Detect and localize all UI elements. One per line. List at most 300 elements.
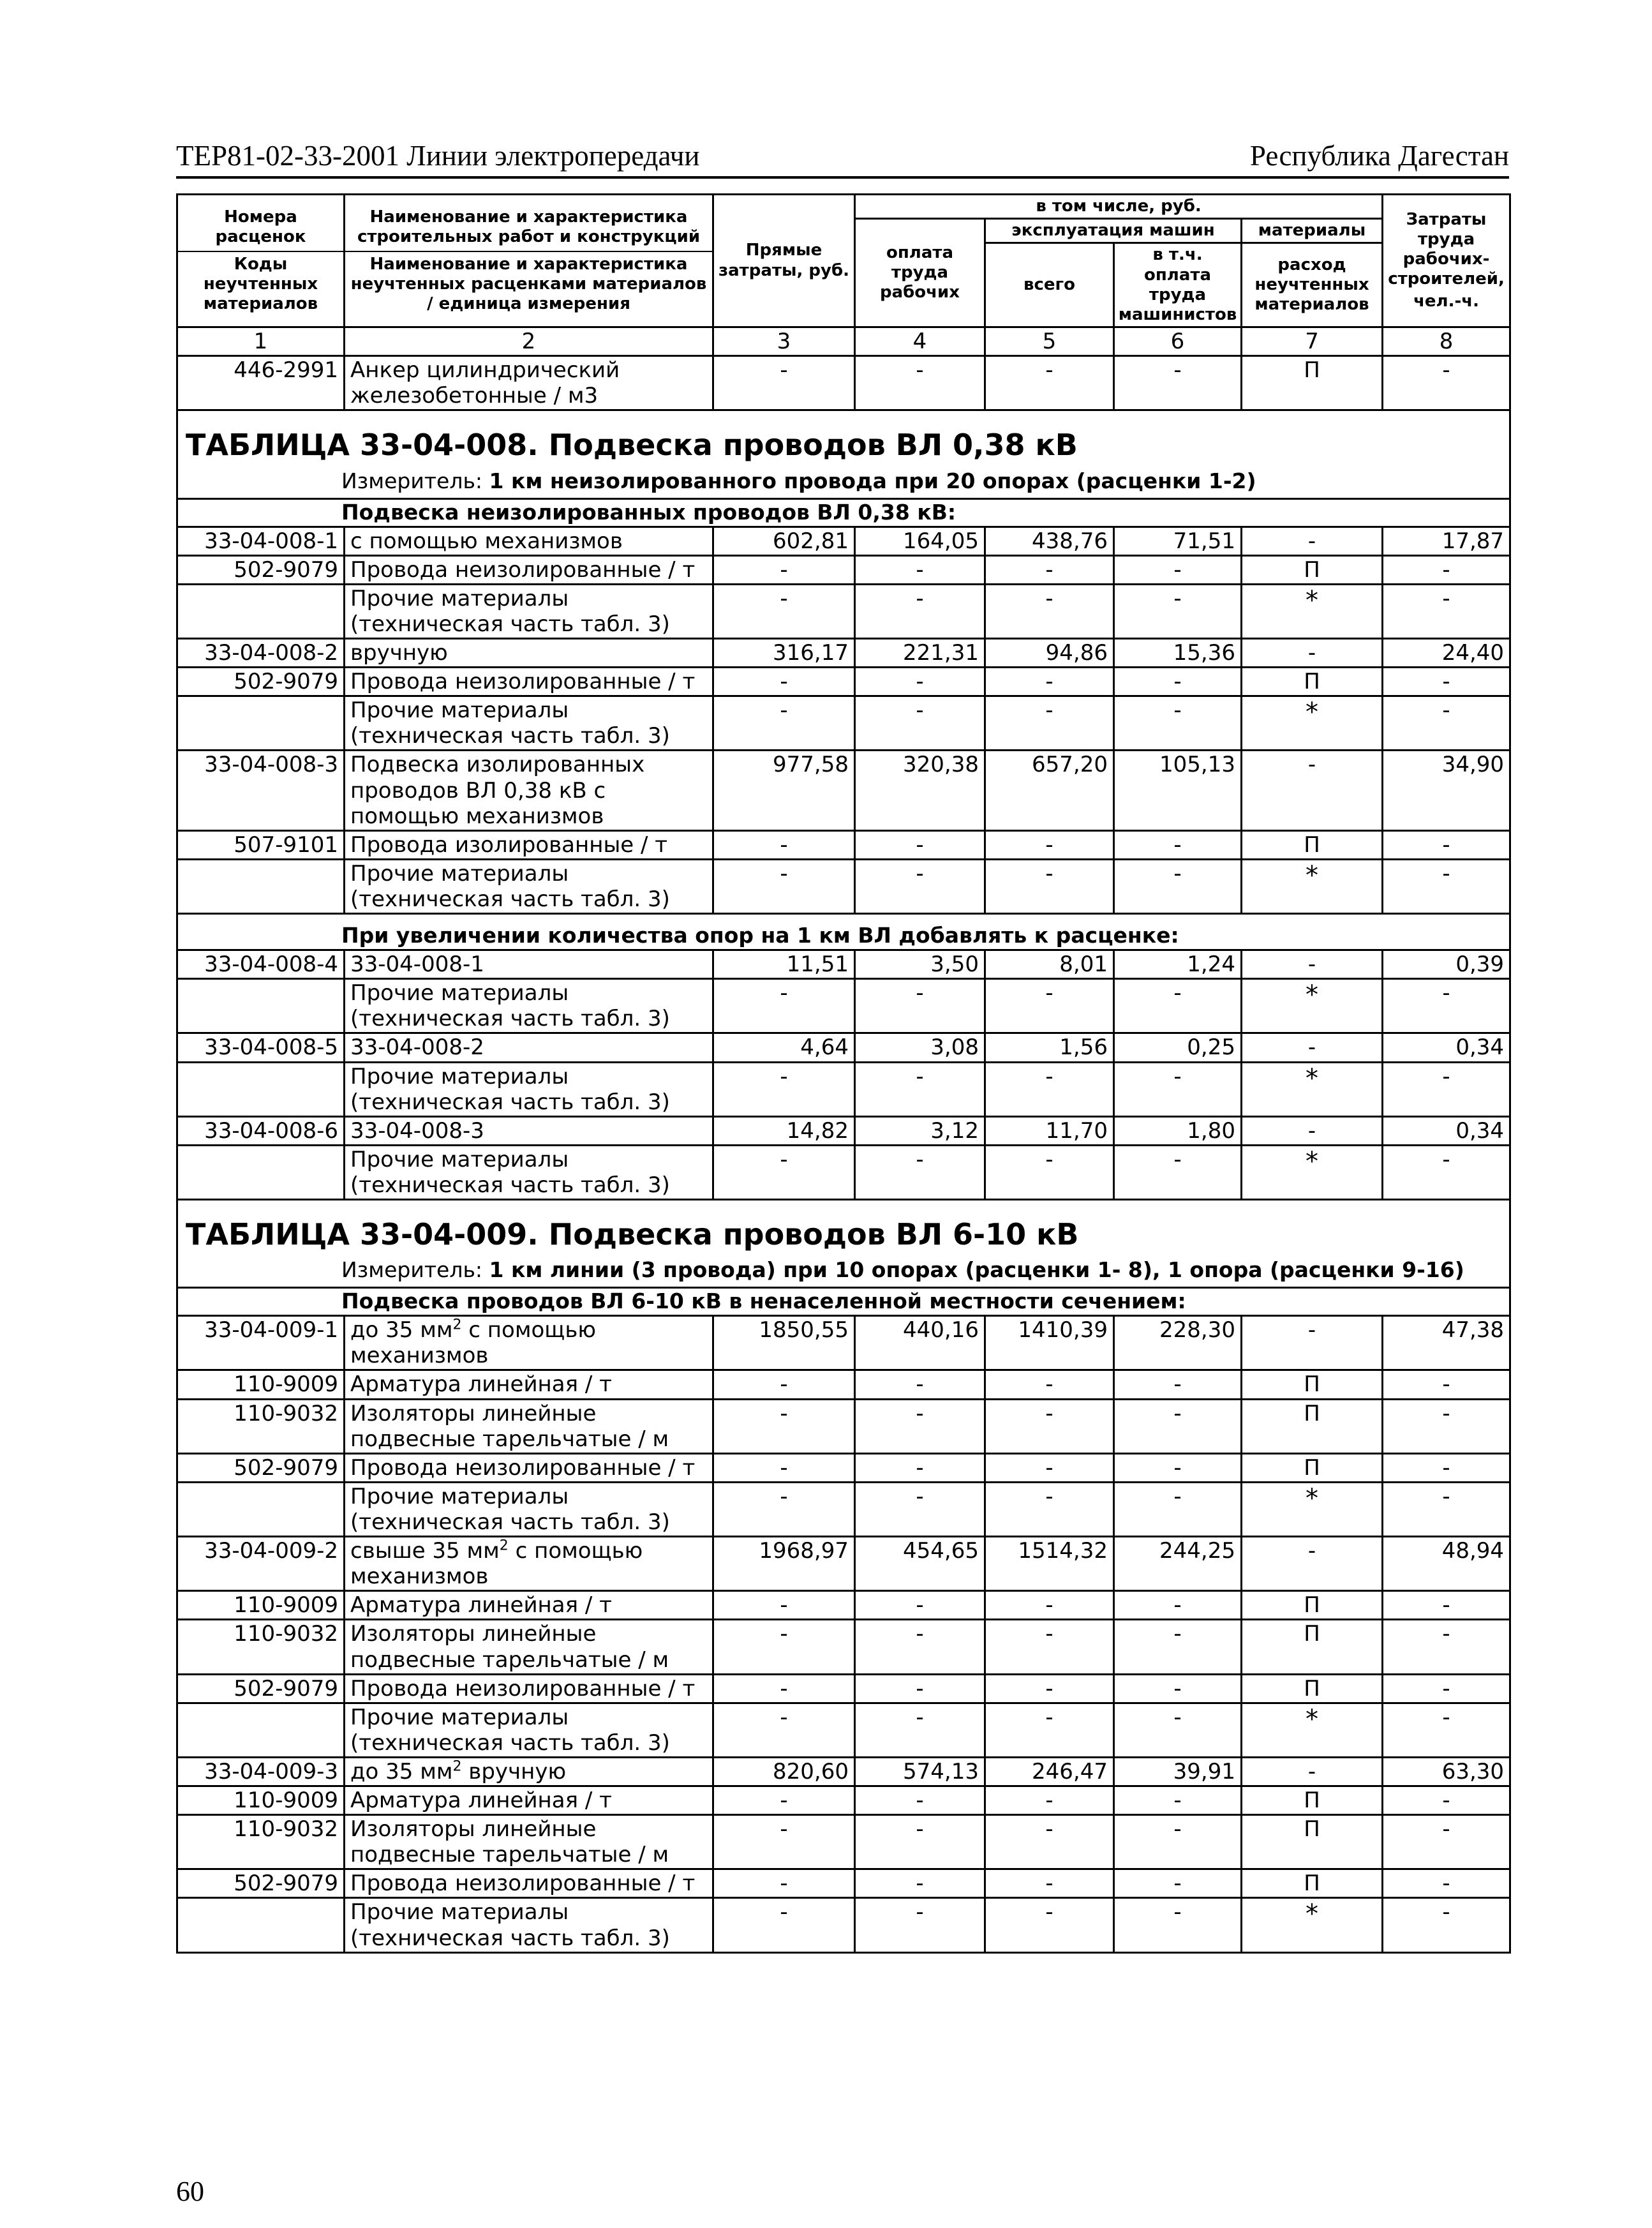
machines-total: 11,70 bbox=[985, 1116, 1114, 1145]
machinists-pay: 244,25 bbox=[1114, 1537, 1242, 1591]
rate-code: 110-9009 bbox=[177, 1591, 345, 1620]
labor-hours: - bbox=[1383, 1370, 1510, 1399]
item-name-part: вручную bbox=[461, 1758, 567, 1784]
machines-total: 1514,32 bbox=[985, 1537, 1114, 1591]
item-name: Изоляторы линейные подвесные тарельчатые / м bbox=[345, 1620, 713, 1674]
machines-total: 1410,39 bbox=[985, 1316, 1114, 1370]
item-name: с помощью механизмов bbox=[345, 527, 713, 555]
labor-hours: - bbox=[1383, 859, 1510, 913]
machinists-pay: - bbox=[1114, 1869, 1242, 1898]
direct-cost: - bbox=[713, 1062, 855, 1116]
meter-row bbox=[177, 1255, 1510, 1287]
item-name: Прочие материалы (техническая часть табл. 3) bbox=[345, 979, 713, 1033]
rate-code: 502-9079 bbox=[177, 668, 345, 696]
table-row bbox=[177, 527, 1510, 555]
direct-cost: - bbox=[713, 1674, 855, 1703]
labor-pay: - bbox=[855, 1145, 985, 1199]
machines-total: - bbox=[985, 1370, 1114, 1399]
materials-usage: П bbox=[1242, 1453, 1383, 1482]
rate-code: 33-04-008-4 bbox=[177, 950, 345, 979]
document-code-title: ТЕР81-02-33-2001 Линии электропередачи bbox=[176, 140, 700, 172]
direct-cost: - bbox=[713, 668, 855, 696]
machines-total: - bbox=[985, 1062, 1114, 1116]
materials-usage: П bbox=[1242, 830, 1383, 859]
table-row bbox=[177, 584, 1510, 638]
table-row bbox=[177, 1316, 1510, 1370]
materials-usage: * bbox=[1242, 1062, 1383, 1116]
labor-hours: 34,90 bbox=[1383, 751, 1510, 830]
labor-pay: - bbox=[855, 1453, 985, 1482]
item-name: Провода неизолированные / т bbox=[345, 1869, 713, 1898]
header-row-1 bbox=[177, 195, 1510, 219]
header-col8-unit: чел.-ч. bbox=[1413, 292, 1479, 311]
labor-pay: - bbox=[855, 859, 985, 913]
direct-cost: - bbox=[713, 830, 855, 859]
table-title: ТАБЛИЦА 33-04-009. Подвеска проводов ВЛ 6-10 кВ bbox=[186, 1217, 1079, 1252]
header-col3: Прямые затраты, руб. bbox=[713, 195, 855, 327]
item-name: Прочие материалы (техническая часть табл. 3) bbox=[345, 696, 713, 751]
item-name-part: с помощью механизмов bbox=[350, 1538, 643, 1590]
table-row bbox=[177, 1786, 1510, 1815]
direct-cost: - bbox=[713, 1815, 855, 1869]
column-number: 8 bbox=[1383, 327, 1510, 356]
item-name: Арматура линейная / т bbox=[345, 1591, 713, 1620]
table-row bbox=[177, 1674, 1510, 1703]
machinists-pay: - bbox=[1114, 1703, 1242, 1757]
labor-hours: - bbox=[1383, 356, 1510, 410]
machines-total: - bbox=[985, 1482, 1114, 1536]
direct-cost: - bbox=[713, 1399, 855, 1453]
labor-pay: 3,08 bbox=[855, 1033, 985, 1062]
machinists-pay: 71,51 bbox=[1114, 527, 1242, 555]
labor-pay: - bbox=[855, 1898, 985, 1952]
machines-total: - bbox=[985, 830, 1114, 859]
labor-pay: 221,31 bbox=[855, 639, 985, 668]
table-row bbox=[177, 830, 1510, 859]
direct-cost: 4,64 bbox=[713, 1033, 855, 1062]
meter-label: Измеритель: bbox=[341, 468, 483, 493]
rate-code: 33-04-009-3 bbox=[177, 1757, 345, 1786]
machinists-pay: 15,36 bbox=[1114, 639, 1242, 668]
rate-code: 33-04-008-5 bbox=[177, 1033, 345, 1062]
direct-cost: - bbox=[713, 1482, 855, 1536]
machines-total: 246,47 bbox=[985, 1757, 1114, 1786]
rate-code bbox=[177, 1482, 345, 1536]
item-name bbox=[345, 1537, 713, 1591]
materials-usage: - bbox=[1242, 1116, 1383, 1145]
item-name: Прочие материалы (техническая часть табл. 3) bbox=[345, 584, 713, 638]
labor-pay: - bbox=[855, 1062, 985, 1116]
direct-cost: 11,51 bbox=[713, 950, 855, 979]
table-row bbox=[177, 950, 1510, 979]
machinists-pay: 1,24 bbox=[1114, 950, 1242, 979]
machines-total: - bbox=[985, 356, 1114, 410]
machinists-pay: - bbox=[1114, 1786, 1242, 1815]
materials-usage: * bbox=[1242, 979, 1383, 1033]
machines-total: - bbox=[985, 1786, 1114, 1815]
machines-total: - bbox=[985, 1674, 1114, 1703]
labor-hours: 63,30 bbox=[1383, 1757, 1510, 1786]
direct-cost: - bbox=[713, 1703, 855, 1757]
materials-usage: П bbox=[1242, 1591, 1383, 1620]
materials-usage: П bbox=[1242, 1370, 1383, 1399]
materials-usage: П bbox=[1242, 1786, 1383, 1815]
rate-code bbox=[177, 1062, 345, 1116]
machinists-pay: - bbox=[1114, 584, 1242, 638]
labor-hours: - bbox=[1383, 584, 1510, 638]
machinists-pay: - bbox=[1114, 1399, 1242, 1453]
labor-pay: 3,12 bbox=[855, 1116, 985, 1145]
rate-code: 502-9079 bbox=[177, 555, 345, 584]
rate-code bbox=[177, 979, 345, 1033]
direct-cost: - bbox=[713, 1591, 855, 1620]
item-name: Изоляторы линейные подвесные тарельчатые / м bbox=[345, 1815, 713, 1869]
materials-usage: * bbox=[1242, 696, 1383, 751]
superscript: 2 bbox=[452, 1317, 462, 1333]
machinists-pay: - bbox=[1114, 1815, 1242, 1869]
table-title-row bbox=[177, 1200, 1510, 1256]
materials-usage: - bbox=[1242, 527, 1383, 555]
labor-hours: 0,39 bbox=[1383, 950, 1510, 979]
labor-pay: - bbox=[855, 668, 985, 696]
labor-pay: - bbox=[855, 1703, 985, 1757]
labor-hours: - bbox=[1383, 830, 1510, 859]
labor-hours: - bbox=[1383, 555, 1510, 584]
rate-code bbox=[177, 1898, 345, 1952]
item-name: Провода неизолированные / т bbox=[345, 1674, 713, 1703]
direct-cost: - bbox=[713, 1786, 855, 1815]
rate-code: 33-04-008-6 bbox=[177, 1116, 345, 1145]
column-number: 7 bbox=[1242, 327, 1383, 356]
labor-pay: - bbox=[855, 584, 985, 638]
materials-usage: П bbox=[1242, 1620, 1383, 1674]
machines-total: - bbox=[985, 1620, 1114, 1674]
machinists-pay: - bbox=[1114, 1482, 1242, 1536]
header-col4: оплата труда рабочих bbox=[855, 219, 985, 327]
table-row bbox=[177, 859, 1510, 913]
rate-code: 33-04-009-1 bbox=[177, 1316, 345, 1370]
page-number: 60 bbox=[176, 2176, 204, 2207]
meter-label: Измеритель: bbox=[341, 1257, 483, 1283]
materials-usage: П bbox=[1242, 356, 1383, 410]
header-col1 bbox=[177, 195, 345, 327]
materials-usage: П bbox=[1242, 1399, 1383, 1453]
rate-code: 502-9079 bbox=[177, 1453, 345, 1482]
table-row bbox=[177, 1537, 1510, 1591]
direct-cost: - bbox=[713, 696, 855, 751]
direct-cost: - bbox=[713, 356, 855, 410]
materials-usage: * bbox=[1242, 859, 1383, 913]
machines-total: - bbox=[985, 1591, 1114, 1620]
table-row bbox=[177, 1033, 1510, 1062]
labor-hours: - bbox=[1383, 1898, 1510, 1952]
table-row bbox=[177, 668, 1510, 696]
table-row bbox=[177, 1869, 1510, 1898]
machinists-pay: - bbox=[1114, 859, 1242, 913]
machines-total: - bbox=[985, 668, 1114, 696]
rate-code: 33-04-008-1 bbox=[177, 527, 345, 555]
item-name: Арматура линейная / т bbox=[345, 1786, 713, 1815]
rate-code bbox=[177, 584, 345, 638]
machinists-pay: - bbox=[1114, 1062, 1242, 1116]
direct-cost: 977,58 bbox=[713, 751, 855, 830]
labor-pay: 164,05 bbox=[855, 527, 985, 555]
table-row bbox=[177, 696, 1510, 751]
direct-cost: 602,81 bbox=[713, 527, 855, 555]
machines-total: - bbox=[985, 1869, 1114, 1898]
table-row bbox=[177, 1482, 1510, 1536]
materials-usage: - bbox=[1242, 950, 1383, 979]
machines-total: - bbox=[985, 1703, 1114, 1757]
item-name: Прочие материалы (техническая часть табл. 3) bbox=[345, 859, 713, 913]
machines-total: 1,56 bbox=[985, 1033, 1114, 1062]
superscript: 2 bbox=[452, 1758, 462, 1775]
header-col2 bbox=[345, 195, 713, 327]
machines-total: 94,86 bbox=[985, 639, 1114, 668]
machines-total: - bbox=[985, 696, 1114, 751]
machines-total: - bbox=[985, 555, 1114, 584]
machinists-pay: - bbox=[1114, 979, 1242, 1033]
header-materials: материалы bbox=[1242, 219, 1383, 243]
machines-total: - bbox=[985, 979, 1114, 1033]
machinists-pay: - bbox=[1114, 1674, 1242, 1703]
rate-code: 507-9101 bbox=[177, 830, 345, 859]
item-name: вручную bbox=[345, 639, 713, 668]
table-row bbox=[177, 751, 1510, 830]
table-row bbox=[177, 1116, 1510, 1145]
machinists-pay: 228,30 bbox=[1114, 1316, 1242, 1370]
table-row bbox=[177, 1370, 1510, 1399]
machinists-pay: 1,80 bbox=[1114, 1116, 1242, 1145]
direct-cost: 1850,55 bbox=[713, 1316, 855, 1370]
labor-pay: - bbox=[855, 555, 985, 584]
rate-code bbox=[177, 859, 345, 913]
labor-hours: - bbox=[1383, 1453, 1510, 1482]
machinists-pay: - bbox=[1114, 830, 1242, 859]
header-group: в том числе, руб. bbox=[855, 195, 1383, 219]
column-number: 5 bbox=[985, 327, 1114, 356]
materials-usage: - bbox=[1242, 1537, 1383, 1591]
table-row bbox=[177, 1591, 1510, 1620]
direct-cost: - bbox=[713, 1145, 855, 1199]
item-name: Прочие материалы (техническая часть табл. 3) bbox=[345, 1062, 713, 1116]
labor-hours: - bbox=[1383, 1620, 1510, 1674]
labor-hours: 24,40 bbox=[1383, 639, 1510, 668]
labor-hours: - bbox=[1383, 668, 1510, 696]
rate-code: 33-04-008-3 bbox=[177, 751, 345, 830]
table2-body bbox=[177, 1316, 1510, 1953]
materials-usage: * bbox=[1242, 1145, 1383, 1199]
region-name: Республика Дагестан bbox=[1249, 140, 1509, 172]
item-name: Прочие материалы (техническая часть табл. 3) bbox=[345, 1482, 713, 1536]
header-col2-top: Наименование и характеристика строительных работ и конструкций bbox=[357, 207, 701, 246]
direct-cost: - bbox=[713, 584, 855, 638]
machinists-pay: - bbox=[1114, 1591, 1242, 1620]
labor-pay: - bbox=[855, 1674, 985, 1703]
labor-hours: 0,34 bbox=[1383, 1116, 1510, 1145]
machines-total: 8,01 bbox=[985, 950, 1114, 979]
labor-pay: - bbox=[855, 1482, 985, 1536]
table-row bbox=[177, 1145, 1510, 1199]
direct-cost: - bbox=[713, 1898, 855, 1952]
machinists-pay: - bbox=[1114, 668, 1242, 696]
machinists-pay: - bbox=[1114, 1898, 1242, 1952]
table-title: ТАБЛИЦА 33-04-008. Подвеска проводов ВЛ 0,38 кВ bbox=[186, 428, 1078, 463]
rate-code: 502-9079 bbox=[177, 1674, 345, 1703]
labor-hours: - bbox=[1383, 1062, 1510, 1116]
labor-pay: 574,13 bbox=[855, 1757, 985, 1786]
materials-usage: - bbox=[1242, 751, 1383, 830]
labor-pay: - bbox=[855, 1869, 985, 1898]
labor-pay: - bbox=[855, 1370, 985, 1399]
item-name-part: свыше 35 мм bbox=[350, 1538, 500, 1564]
item-name: Анкер цилиндрический железобетонные / м3 bbox=[345, 356, 713, 410]
rate-code: 33-04-009-2 bbox=[177, 1537, 345, 1591]
machinists-pay: - bbox=[1114, 356, 1242, 410]
labor-hours: 0,34 bbox=[1383, 1033, 1510, 1062]
materials-usage: * bbox=[1242, 1482, 1383, 1536]
rate-code bbox=[177, 696, 345, 751]
labor-pay: - bbox=[855, 1591, 985, 1620]
labor-hours: - bbox=[1383, 1399, 1510, 1453]
column-number: 3 bbox=[713, 327, 855, 356]
table-row bbox=[177, 1399, 1510, 1453]
direct-cost: - bbox=[713, 1453, 855, 1482]
item-name: Изоляторы линейные подвесные тарельчатые / м bbox=[345, 1399, 713, 1453]
running-header bbox=[176, 137, 1509, 179]
rate-code: 110-9032 bbox=[177, 1620, 345, 1674]
labor-hours: - bbox=[1383, 1869, 1510, 1898]
machinists-pay: - bbox=[1114, 1453, 1242, 1482]
materials-usage: * bbox=[1242, 1703, 1383, 1757]
direct-cost: 316,17 bbox=[713, 639, 855, 668]
meter-text: 1 км линии (3 провода) при 10 опорах (расценки 1- 8), 1 опора (расценки 9-16) bbox=[489, 1257, 1464, 1283]
materials-usage: П bbox=[1242, 555, 1383, 584]
table-row bbox=[177, 1703, 1510, 1757]
machinists-pay: - bbox=[1114, 1145, 1242, 1199]
machines-total: 438,76 bbox=[985, 527, 1114, 555]
table-row bbox=[177, 1898, 1510, 1952]
table-row bbox=[177, 639, 1510, 668]
rate-code: 110-9032 bbox=[177, 1399, 345, 1453]
meter-text: 1 км неизолированного провода при 20 опорах (расценки 1-2) bbox=[489, 468, 1256, 493]
subheading: Подвеска неизолированных проводов ВЛ 0,38 кВ: bbox=[177, 498, 1510, 527]
column-number: 1 bbox=[177, 327, 345, 356]
labor-hours: - bbox=[1383, 1815, 1510, 1869]
item-name: 33-04-008-1 bbox=[345, 950, 713, 979]
rate-code: 110-9032 bbox=[177, 1815, 345, 1869]
labor-pay: - bbox=[855, 696, 985, 751]
machines-total: - bbox=[985, 1815, 1114, 1869]
machinists-pay: 105,13 bbox=[1114, 751, 1242, 830]
machinists-pay: - bbox=[1114, 696, 1242, 751]
rates-table bbox=[176, 193, 1511, 1954]
header-col1-top: Номера расценок bbox=[215, 207, 306, 246]
labor-pay: 454,65 bbox=[855, 1537, 985, 1591]
machines-total: - bbox=[985, 584, 1114, 638]
machines-total: - bbox=[985, 1898, 1114, 1952]
labor-pay: 3,50 bbox=[855, 950, 985, 979]
table-row bbox=[177, 1453, 1510, 1482]
direct-cost: - bbox=[713, 979, 855, 1033]
materials-usage: П bbox=[1242, 668, 1383, 696]
materials-usage: - bbox=[1242, 639, 1383, 668]
subheading: Подвеска проводов ВЛ 6-10 кВ в ненаселенной местности сечением: bbox=[177, 1288, 1510, 1316]
labor-hours: - bbox=[1383, 1482, 1510, 1536]
machines-total: - bbox=[985, 1453, 1114, 1482]
header-machines: эксплуатация машин bbox=[985, 219, 1242, 243]
header-col8-top: Затраты труда рабочих-строителей, bbox=[1388, 209, 1505, 289]
labor-pay: - bbox=[855, 1620, 985, 1674]
direct-cost: - bbox=[713, 1869, 855, 1898]
machinists-pay: 39,91 bbox=[1114, 1757, 1242, 1786]
labor-pay: - bbox=[855, 1399, 985, 1453]
labor-hours: - bbox=[1383, 1703, 1510, 1757]
table1-body bbox=[177, 527, 1510, 914]
header-col8 bbox=[1383, 195, 1510, 327]
direct-cost: 14,82 bbox=[713, 1116, 855, 1145]
item-name: Арматура линейная / т bbox=[345, 1370, 713, 1399]
materials-usage: * bbox=[1242, 1898, 1383, 1952]
item-name bbox=[345, 1316, 713, 1370]
header-col1-bottom: Коды неучтенных материалов bbox=[203, 254, 318, 314]
item-name-part: до 35 мм bbox=[350, 1317, 453, 1343]
labor-hours: 17,87 bbox=[1383, 527, 1510, 555]
subheading-row bbox=[177, 1288, 1510, 1316]
item-name: Прочие материалы (техническая часть табл. 3) bbox=[345, 1145, 713, 1199]
subheading-row bbox=[177, 498, 1510, 527]
direct-cost: - bbox=[713, 859, 855, 913]
labor-hours: - bbox=[1383, 1674, 1510, 1703]
rate-code: 110-9009 bbox=[177, 1786, 345, 1815]
labor-hours: 47,38 bbox=[1383, 1316, 1510, 1370]
materials-usage: - bbox=[1242, 1316, 1383, 1370]
subheading: При увеличении количества опор на 1 км ВЛ добавлять к расценке: bbox=[177, 914, 1510, 950]
machinists-pay: - bbox=[1114, 555, 1242, 584]
labor-hours: - bbox=[1383, 1591, 1510, 1620]
labor-hours: 48,94 bbox=[1383, 1537, 1510, 1591]
item-name: Провода неизолированные / т bbox=[345, 555, 713, 584]
header-col5: всего bbox=[985, 243, 1114, 327]
header-col2-bottom: Наименование и характеристика неучтенных расценками материалов / единица измерения bbox=[350, 254, 707, 314]
direct-cost: 1968,97 bbox=[713, 1537, 855, 1591]
machines-total: 657,20 bbox=[985, 751, 1114, 830]
labor-hours: - bbox=[1383, 1786, 1510, 1815]
machinists-pay: - bbox=[1114, 1620, 1242, 1674]
materials-usage: - bbox=[1242, 1757, 1383, 1786]
direct-cost: - bbox=[713, 555, 855, 584]
header-col7: расход неучтенных материалов bbox=[1242, 243, 1383, 327]
machines-total: - bbox=[985, 1145, 1114, 1199]
labor-hours: - bbox=[1383, 979, 1510, 1033]
materials-usage: - bbox=[1242, 1033, 1383, 1062]
materials-usage: П bbox=[1242, 1869, 1383, 1898]
superscript: 2 bbox=[499, 1537, 509, 1554]
item-name: 33-04-008-2 bbox=[345, 1033, 713, 1062]
machinists-pay: 0,25 bbox=[1114, 1033, 1242, 1062]
rate-code: 446-2991 bbox=[177, 356, 345, 410]
item-name: Провода изолированные / т bbox=[345, 830, 713, 859]
table-row bbox=[177, 356, 1510, 410]
meter-row bbox=[177, 467, 1510, 498]
item-name: Подвеска изолированных проводов ВЛ 0,38 кВ с помощью механизмов bbox=[345, 751, 713, 830]
labor-pay: - bbox=[855, 830, 985, 859]
labor-hours: - bbox=[1383, 696, 1510, 751]
direct-cost: - bbox=[713, 1620, 855, 1674]
item-name-part: до 35 мм bbox=[350, 1758, 453, 1784]
rate-code: 33-04-008-2 bbox=[177, 639, 345, 668]
column-number: 6 bbox=[1114, 327, 1242, 356]
